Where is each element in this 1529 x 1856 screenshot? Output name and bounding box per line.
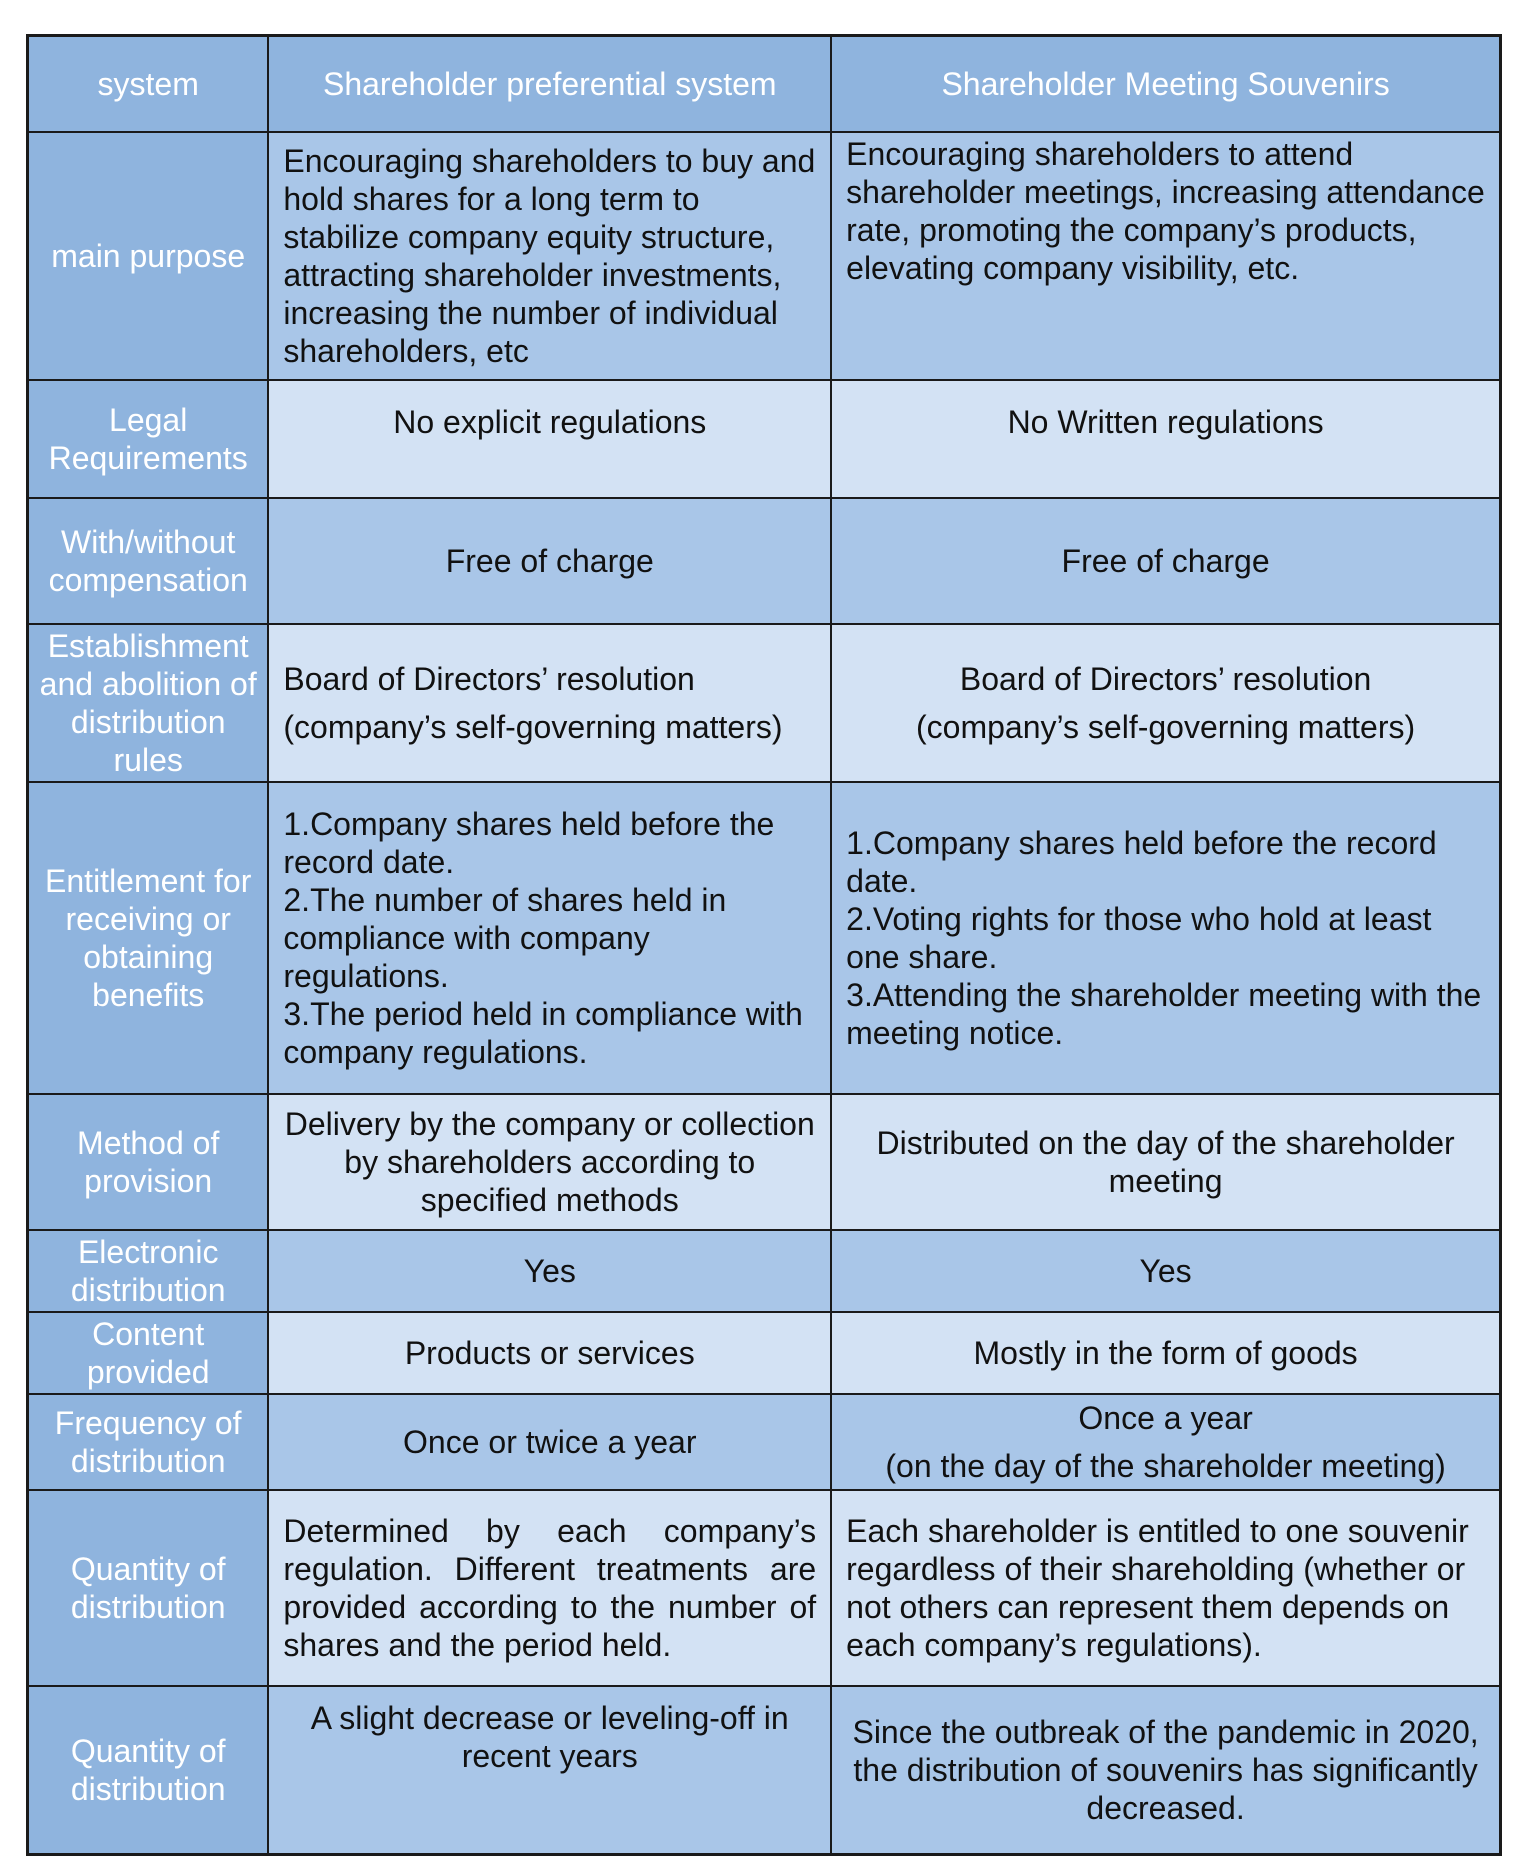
cell-souvenirs-main-purpose: Encouraging shareholders to attend shareholder meetings, increasing attendance rate, promoting the company’s products, elevating company visibility, etc. <box>831 132 1500 380</box>
row-label-quantity: Quantity of distribution <box>28 1490 269 1686</box>
table-row <box>28 782 1501 1094</box>
row-label-legal-requirements: Legal Requirements <box>28 380 269 498</box>
header-preferential-system: Shareholder preferential system <box>268 36 831 133</box>
row-label-compensation: With/without compensation <box>28 498 269 624</box>
cell-preferential-frequency: Once or twice a year <box>268 1394 831 1490</box>
cell-souvenirs-electronic-distribution: Yes <box>831 1230 1500 1312</box>
row-label-quantity-trend: Quantity of distribution <box>28 1686 269 1854</box>
row-label-entitlement: Entitlement for receiving or obtaining benefits <box>28 782 269 1094</box>
row-label-establishment: Establishment and abolition of distribution rules <box>28 624 269 782</box>
cell-line: (company’s self-governing matters) <box>915 709 1416 745</box>
table-row <box>28 1394 1501 1490</box>
row-label-method-of-provision: Method of provision <box>28 1094 269 1230</box>
cell-line: 3.Attending the shareholder meeting with the meeting notice. <box>846 977 1482 1051</box>
cell-souvenirs-content-provided: Mostly in the form of goods <box>831 1312 1500 1394</box>
cell-line: 3.The period held in compliance with company regulations. <box>283 996 803 1070</box>
cell-preferential-compensation: Free of charge <box>268 498 831 624</box>
cell-line: 2.The number of shares held in compliance with company regulations. <box>283 882 727 994</box>
cell-line: Board of Directors’ resolution <box>283 661 695 697</box>
table-row <box>28 132 1501 380</box>
table-row <box>28 1094 1501 1230</box>
comparison-table <box>26 34 1502 1856</box>
row-label-frequency: Frequency of distribution <box>28 1394 269 1490</box>
cell-preferential-quantity-trend: A slight decrease or leveling-off in recent years <box>268 1686 831 1854</box>
row-label-main-purpose: main purpose <box>28 132 269 380</box>
cell-line: (on the day of the shareholder meeting) <box>885 1448 1446 1484</box>
cell-preferential-entitlement <box>268 782 831 1094</box>
table-row <box>28 1312 1501 1394</box>
header-row <box>28 36 1501 133</box>
cell-souvenirs-quantity: Each shareholder is entitled to one souvenir regardless of their shareholding (whether or not others can represent them depends on each company’s regulations). <box>831 1490 1500 1686</box>
cell-preferential-legal-requirements: No explicit regulations <box>268 380 831 498</box>
cell-souvenirs-frequency <box>831 1394 1500 1490</box>
table-row <box>28 498 1501 624</box>
cell-souvenirs-entitlement <box>831 782 1500 1094</box>
table-row <box>28 624 1501 782</box>
cell-line: 2.Voting rights for those who hold at least one share. <box>846 901 1432 975</box>
table-row <box>28 1490 1501 1686</box>
cell-souvenirs-method-of-provision: Distributed on the day of the shareholder meeting <box>831 1094 1500 1230</box>
cell-line: Once a year <box>1078 1400 1253 1436</box>
cell-line: (company’s self-governing matters) <box>283 709 783 745</box>
table-row <box>28 380 1501 498</box>
header-meeting-souvenirs: Shareholder Meeting Souvenirs <box>831 36 1500 133</box>
cell-preferential-electronic-distribution: Yes <box>268 1230 831 1312</box>
cell-souvenirs-legal-requirements: No Written regulations <box>831 380 1500 498</box>
cell-preferential-quantity: Determined by each company’s regulation. Different treatments are provided according to the number of shares and the period held. <box>268 1490 831 1686</box>
row-label-content-provided: Content provided <box>28 1312 269 1394</box>
cell-preferential-main-purpose: Encouraging shareholders to buy and hold shares for a long term to stabilize company equity structure, attracting shareholder investments, increasing the number of individual shareholders, etc <box>268 132 831 380</box>
table-row <box>28 1230 1501 1312</box>
cell-line: 1.Company shares held before the record date. <box>283 806 775 880</box>
row-label-electronic-distribution: Electronic distribution <box>28 1230 269 1312</box>
cell-souvenirs-quantity-trend: Since the outbreak of the pandemic in 2020, the distribution of souvenirs has significantly decreased. <box>831 1686 1500 1854</box>
header-system: system <box>28 36 269 133</box>
table-row <box>28 1686 1501 1854</box>
cell-preferential-establishment <box>268 624 831 782</box>
cell-line: Board of Directors’ resolution <box>959 661 1372 697</box>
cell-souvenirs-compensation: Free of charge <box>831 498 1500 624</box>
cell-preferential-content-provided: Products or services <box>268 1312 831 1394</box>
cell-preferential-method-of-provision: Delivery by the company or collection by shareholders according to specified methods <box>268 1094 831 1230</box>
cell-line: 1.Company shares held before the record date. <box>846 825 1437 899</box>
cell-souvenirs-establishment <box>831 624 1500 782</box>
